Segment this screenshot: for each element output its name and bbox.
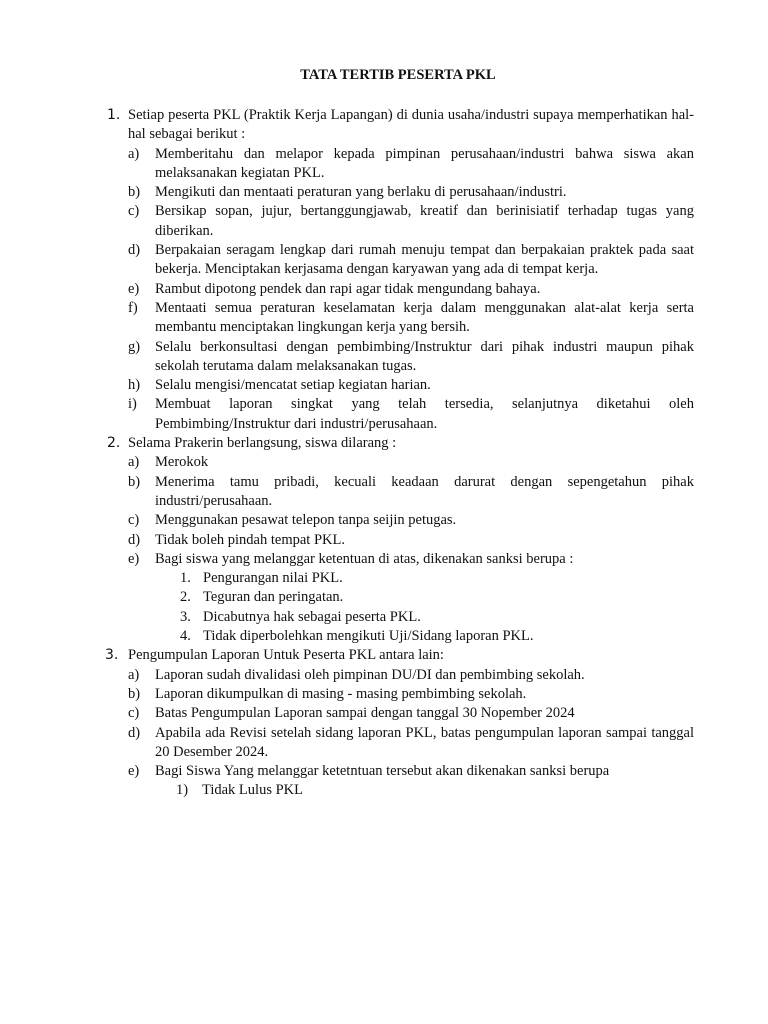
sanction-item	[0, 627, 694, 646]
list-marker: h)	[128, 377, 141, 394]
document-title: TATA TERTIB PESERTA PKL	[300, 67, 496, 83]
list-item	[0, 299, 694, 338]
section-3	[0, 646, 694, 665]
list-marker: b)	[128, 685, 141, 702]
list-marker: a)	[128, 454, 140, 471]
list-marker: d)	[128, 724, 141, 741]
section-number: 1.	[107, 107, 121, 123]
list-marker: d)	[128, 531, 141, 548]
list-item	[0, 666, 694, 685]
section-text: Setiap peserta PKL (Praktik Kerja Lapangan) di dunia usaha/industri supaya memperhatikan hal-hal sebagai berikut :	[128, 107, 694, 143]
sanction-item	[0, 608, 694, 627]
section-number: 3.	[105, 647, 119, 664]
list-item	[0, 395, 694, 434]
list-item	[0, 280, 694, 299]
sanction-marker: 3.	[180, 608, 191, 625]
list-item-text: Membuat laporan singkat yang telah tersedia, selanjutnya diketahui oleh Pembimbing/Instruktur dari industri/perusahaan.	[155, 396, 694, 432]
sanction-text: Tidak diperbolehkan mengikuti Uji/Sidang laporan PKL.	[203, 628, 534, 645]
sanction-item	[0, 588, 694, 607]
list-item-text: Menerima tamu pribadi, kecuali keadaan darurat dengan sepengetahun pihak industri/perusahaan.	[155, 473, 694, 509]
list-marker: e)	[128, 280, 140, 297]
list-marker: c)	[128, 203, 140, 220]
list-item	[0, 704, 694, 723]
list-item-text: Mentaati semua peraturan keselamatan kerja dalam menggunakan alat-alat kerja serta membantu menciptakan lingkungan kerja yang bersih.	[155, 299, 694, 336]
list-item-text: Laporan sudah divalidasi oleh pimpinan DU/DI dan pembimbing sekolah.	[155, 666, 585, 683]
list-item-text: Selalu berkonsultasi dengan pembimbing/Instruktur dari pihak industri maupun pihak sekolah terutama dalam melaksanakan tugas.	[155, 338, 694, 374]
section-text: Pengumpulan Laporan Untuk Peserta PKL antara lain:	[128, 647, 444, 664]
section-number: 2.	[107, 435, 121, 452]
list-item	[0, 241, 694, 280]
list-item-text: Laporan dikumpulkan di masing - masing pembimbing sekolah.	[155, 685, 527, 702]
list-item	[0, 145, 694, 184]
list-marker: c)	[128, 512, 140, 529]
sanction-item	[0, 781, 694, 800]
list-marker: g)	[128, 338, 141, 355]
list-marker: a)	[128, 666, 140, 683]
list-item	[0, 511, 694, 530]
sanction-text: Dicabutnya hak sebagai peserta PKL.	[203, 608, 421, 625]
list-item	[0, 376, 694, 395]
list-item	[0, 724, 694, 763]
list-marker: e)	[128, 763, 140, 780]
document-body	[0, 106, 768, 801]
list-item-text: Bersikap sopan, jujur, bertanggungjawab, kreatif dan berinisiatif terhadap tugas yang diberikan.	[155, 203, 694, 239]
sanction-marker: 2.	[180, 589, 191, 606]
list-marker: f)	[128, 299, 138, 316]
list-item-text: Berpakaian seragam lengkap dari rumah menuju tempat dan berpakaian praktek pada saat bekerja. Menciptakan kerjasama dengan karyawan yang ada di tempat kerja.	[155, 242, 694, 278]
list-item	[0, 473, 694, 512]
list-item	[0, 762, 694, 781]
section-text: Selama Prakerin berlangsung, siswa dilarang :	[128, 435, 397, 452]
list-marker: c)	[128, 705, 140, 722]
sanction-text: Teguran dan peringatan.	[203, 589, 344, 606]
list-item-text: Tidak boleh pindah tempat PKL.	[155, 531, 345, 548]
list-marker: b)	[128, 184, 141, 201]
list-item	[0, 338, 694, 377]
list-marker: i)	[128, 396, 137, 413]
list-item-text: Memberitahu dan melapor kepada pimpinan perusahaan/industri bahwa siswa akan melaksanakan kegiatan PKL.	[155, 145, 694, 181]
section-2	[0, 434, 694, 453]
sanction-marker: 1.	[180, 570, 191, 587]
list-item	[0, 531, 694, 550]
list-item-text: Rambut dipotong pendek dan rapi agar tidak mengundang bahaya.	[155, 280, 541, 297]
sanction-text: Tidak Lulus PKL	[202, 782, 303, 799]
list-item-text: Bagi siswa yang melanggar ketentuan di atas, dikenakan sanksi berupa :	[155, 550, 574, 567]
sanction-marker: 4.	[180, 628, 191, 645]
list-item	[0, 685, 694, 704]
list-item-text: Merokok	[155, 454, 209, 471]
list-marker: b)	[128, 473, 141, 490]
section-1	[0, 106, 694, 145]
list-item	[0, 183, 694, 202]
list-marker: a)	[128, 145, 140, 162]
list-item-text: Batas Pengumpulan Laporan sampai dengan tanggal 30 Nopember 2024	[155, 705, 575, 722]
sanction-item	[0, 569, 694, 588]
list-item-text: Bagi Siswa Yang melanggar ketetntuan tersebut akan dikenakan sanksi berupa	[155, 763, 610, 780]
sanction-text: Pengurangan nilai PKL.	[203, 570, 343, 587]
sanction-marker: 1)	[176, 782, 189, 799]
list-item-text: Apabila ada Revisi setelah sidang laporan PKL, batas pengumpulan laporan sampai tanggal 20 Desember 2024.	[155, 724, 694, 760]
list-item-text: Selalu mengisi/mencatat setiap kegiatan harian.	[155, 377, 431, 394]
list-marker: e)	[128, 550, 140, 567]
list-item-text: Menggunakan pesawat telepon tanpa seijin petugas.	[155, 512, 457, 529]
list-marker: d)	[128, 242, 141, 259]
list-item	[0, 202, 694, 241]
list-item	[0, 550, 694, 569]
list-item	[0, 453, 694, 472]
list-item-text: Mengikuti dan mentaati peraturan yang berlaku di perusahaan/industri.	[155, 184, 567, 201]
